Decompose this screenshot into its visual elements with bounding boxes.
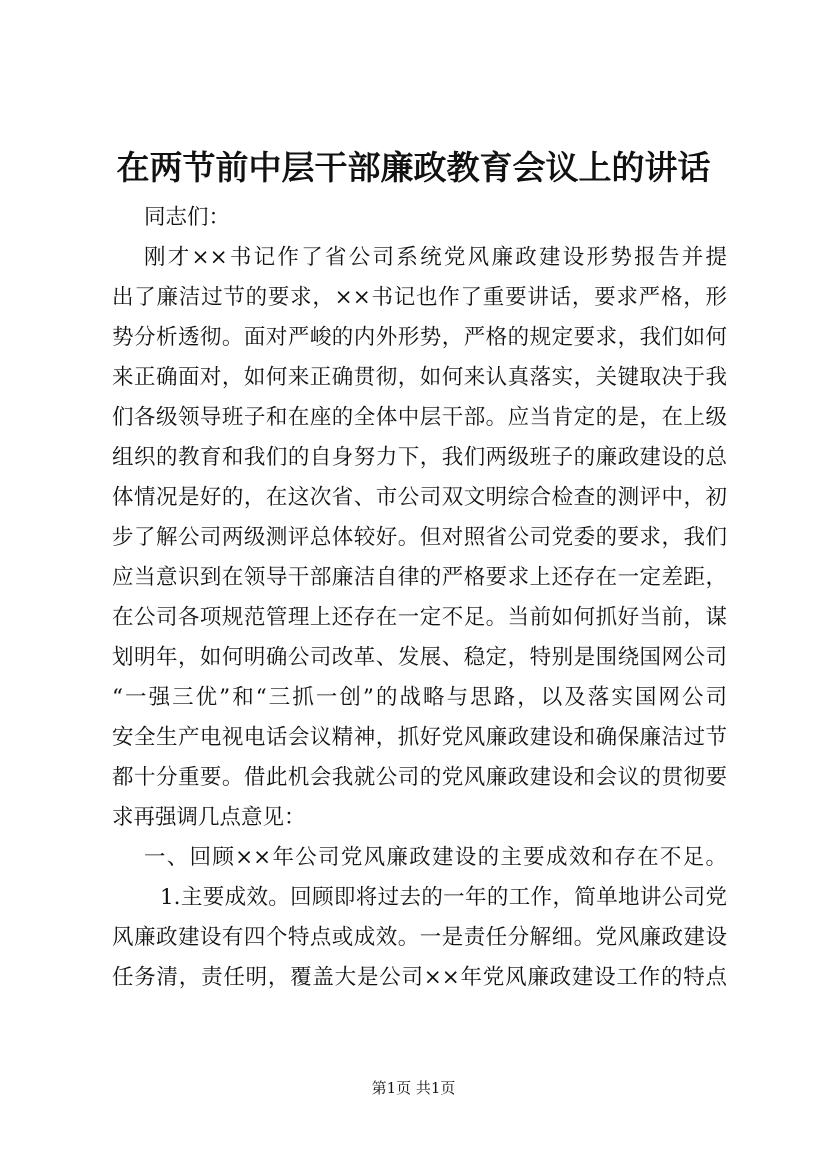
paragraph-line: 刚才××书记作了省公司系统党风廉政建设形势报告并提 (144, 245, 727, 270)
paragraph-line: 都十分重要。借此机会我就公司的党风廉政建设和会议的贯彻要 (112, 765, 727, 790)
paragraph-line: 1.主要成效。回顾即将过去的一年的工作，简单地讲公司党 (160, 885, 727, 910)
page-number-footer: 第1页 共1页 (371, 1079, 456, 1097)
paragraph-line: 来正确面对，如何来正确贯彻，如何来认真落实，关键取决于我 (112, 365, 727, 390)
document-title: 在两节前中层干部廉政教育会议上的讲话 (116, 148, 711, 187)
paragraph-line: 任务清，责任明，覆盖大是公司××年党风廉政建设工作的特点 (112, 965, 727, 990)
paragraph-line: 划明年，如何明确公司改革、发展、稳定，特别是围绕国网公司 (112, 645, 727, 670)
paragraph-line: “一强三优”和“三抓一创”的战略与思路，以及落实国网公司 (112, 685, 727, 710)
section-heading: 一、回顾××年公司党风廉政建设的主要成效和存在不足。 (144, 845, 727, 870)
paragraph-line: 在公司各项规范管理上还存在一定不足。当前如何抓好当前，谋 (112, 605, 727, 630)
paragraph-line: 出了廉洁过节的要求，××书记也作了重要讲话，要求严格，形 (112, 285, 727, 310)
paragraph-line: 势分析透彻。面对严峻的内外形势，严格的规定要求，我们如何 (112, 325, 727, 350)
salutation: 同志们： (144, 205, 231, 230)
paragraph-line: 安全生产电视电话会议精神，抓好党风廉政建设和确保廉洁过节 (112, 725, 727, 750)
paragraph-line: 风廉政建设有四个特点或成效。一是责任分解细。党风廉政建设 (112, 925, 727, 950)
paragraph-line: 组织的教育和我们的自身努力下，我们两级班子的廉政建设的总 (112, 445, 727, 470)
paragraph-line: 求再强调几点意见： (112, 805, 306, 830)
paragraph-line: 步了解公司两级测评总体较好。但对照省公司党委的要求，我们 (112, 525, 727, 550)
document-body (112, 198, 727, 998)
paragraph-line: 应当意识到在领导干部廉洁自律的严格要求上还存在一定差距， (112, 565, 727, 590)
paragraph-line: 们各级领导班子和在座的全体中层干部。应当肯定的是，在上级 (112, 405, 727, 430)
paragraph-line: 体情况是好的，在这次省、市公司双文明综合检查的测评中，初 (112, 485, 727, 510)
